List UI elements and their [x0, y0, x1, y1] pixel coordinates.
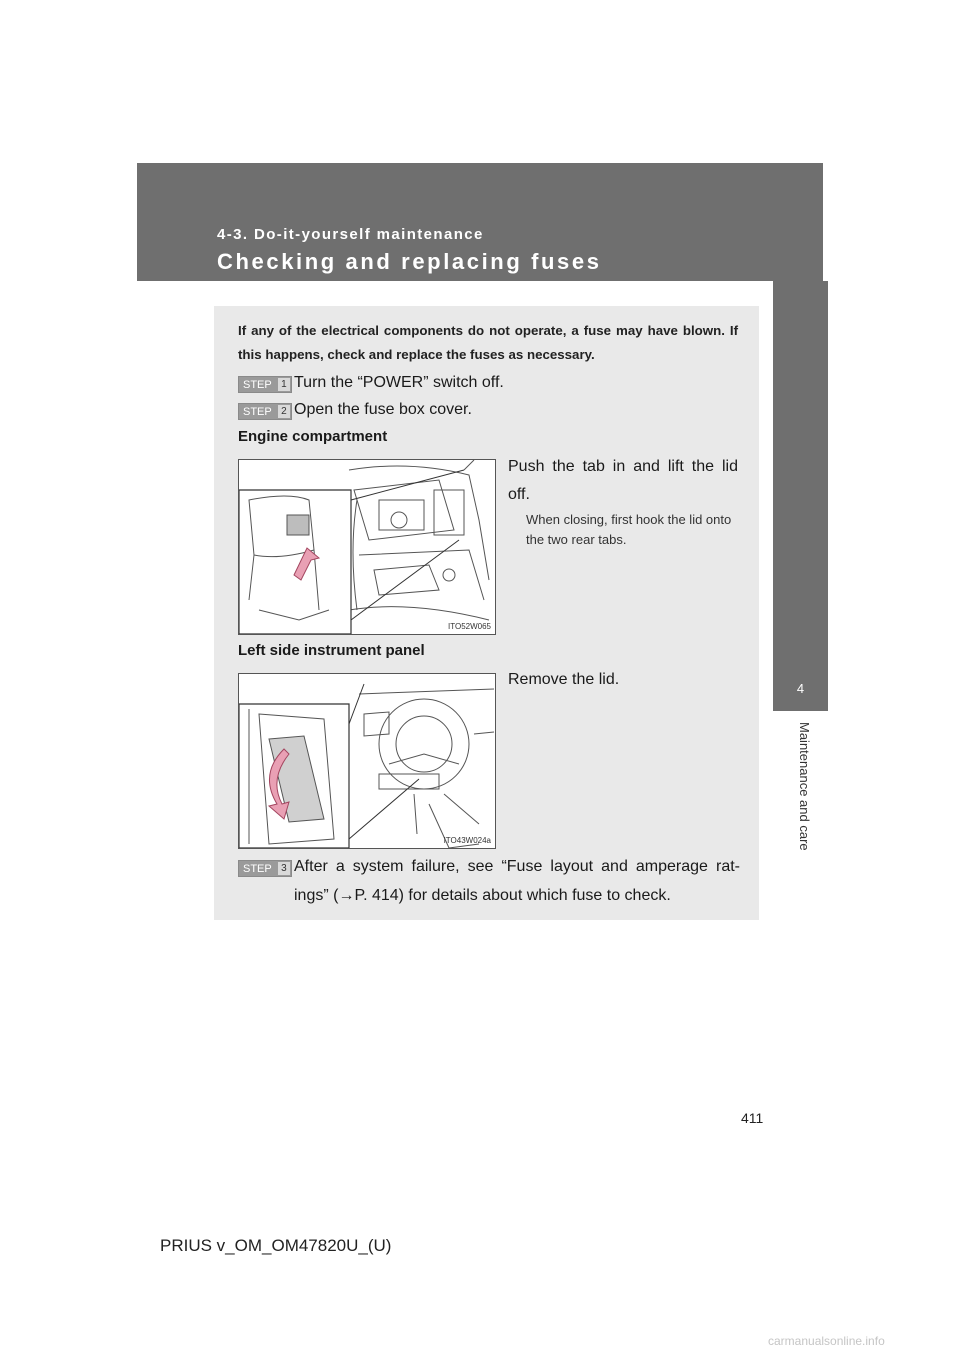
watermark: carmanualsonline.info [768, 1334, 885, 1348]
step-1-text: Turn the “POWER” switch off. [294, 374, 504, 391]
step-3-text[interactable]: After a system failure, see “Fuse layout and amperage rat-ings” (→P. 414) for details about which fuse to check. [294, 858, 740, 904]
page-number: 411 [741, 1110, 764, 1126]
figure-code: ITO43W024a [443, 836, 491, 845]
intro-text: If any of the electrical components do not operate, a fuse may have blown. If this happens, check and replace the fuses as necessary. [238, 323, 738, 362]
figure-code: ITO52W065 [448, 622, 491, 631]
step-2-badge: STEP 2 [238, 403, 292, 420]
chapter-number: 4 [796, 681, 805, 696]
step-1-badge: STEP 1 [238, 376, 292, 393]
engine-illustration [239, 460, 495, 634]
chapter-header [137, 163, 823, 281]
engine-fuse-box-figure [238, 459, 496, 635]
engine-note: When closing, first hook the lid onto the two rear tabs. [526, 512, 732, 547]
panel-fuse-box-figure [238, 673, 496, 849]
panel-instruction: Remove the lid. [508, 671, 620, 688]
instrument-panel-heading: Left side instrument panel [238, 642, 425, 659]
step-3-badge: STEP 3 [238, 860, 292, 877]
page-title: Checking and replacing fuses [217, 249, 602, 274]
step-2-text: Open the fuse box cover. [294, 401, 472, 418]
manual-code: PRIUS v_OM_OM47820U_(U) [160, 1236, 392, 1255]
chapter-label: Maintenance and care [797, 722, 812, 851]
engine-compartment-heading: Engine compartment [238, 428, 388, 445]
engine-instruction: Push the tab in and lift the lid off. [508, 458, 738, 503]
section-title: 4-3. Do-it-yourself maintenance [217, 226, 484, 243]
chapter-tab[interactable] [773, 281, 828, 711]
instrument-panel-illustration [239, 674, 495, 848]
